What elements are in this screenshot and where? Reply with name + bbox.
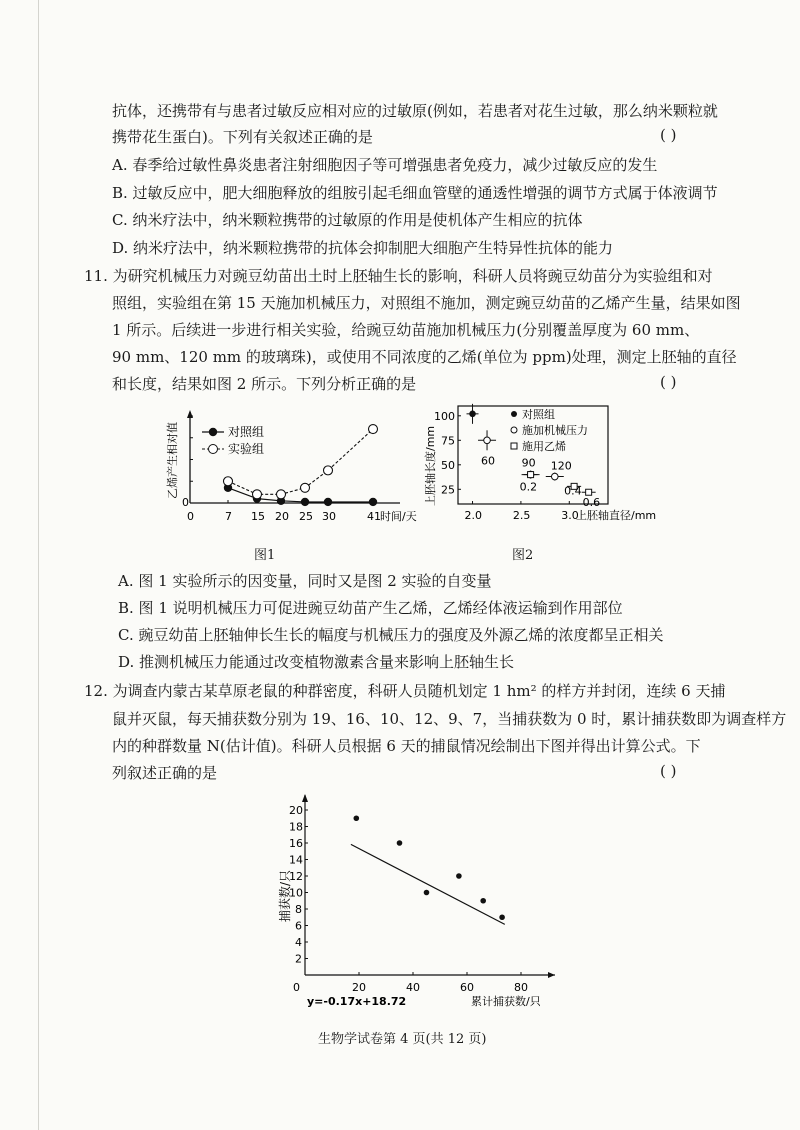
figure-2-epicotyl-chart (418, 400, 678, 530)
experimental-point (324, 466, 333, 475)
x-axis-label: 上胚轴直径/mm (576, 509, 657, 522)
y-axis-label: 上胚轴长度/mm (424, 425, 437, 506)
q10-option-a: A. 春季给过敏性鼻炎患者注射细胞因子等可增强患者免疫力，减少过敏反应的发生 (112, 156, 658, 174)
data-point (499, 914, 505, 920)
q11-option-b: B. 图 1 说明机械压力可促进豌豆幼苗产生乙烯，乙烯经体液运输到作用部位 (118, 599, 623, 617)
experimental-point (277, 490, 286, 499)
y-tick-label: 12 (289, 870, 303, 883)
y-tick-label: 75 (441, 434, 455, 448)
x-tick-label: 25 (299, 510, 313, 523)
figure-2-caption: 图2 (512, 548, 534, 563)
legend-label-control: 对照组 (228, 425, 265, 439)
y-tick-label: 4 (295, 936, 302, 949)
x-axis-arrow (548, 972, 555, 978)
q11-stem-line2: 照组，实验组在第 15 天施加机械压力，对照组不施加，测定豌豆幼苗的乙烯产生量，结果如图 (112, 294, 741, 312)
control-point (469, 411, 476, 418)
x-tick-label: 0 (293, 981, 300, 994)
y-tick-label: 50 (441, 458, 455, 472)
experimental-point (224, 477, 233, 486)
x-axis-label: 累计捕获数/只 (471, 995, 541, 1008)
y-axis-label: 捕获数/只 (278, 869, 292, 922)
ethylene-point (586, 489, 592, 495)
q11-option-c: C. 豌豆幼苗上胚轴伸长生长的幅度与机械压力的强度及外源乙烯的浓度都呈正相关 (118, 626, 664, 644)
y-tick-label: 0 (182, 496, 189, 509)
y-axis-arrow (302, 794, 308, 802)
data-point (397, 840, 403, 846)
y-axis-arrow (187, 410, 193, 418)
y-tick-label: 6 (295, 919, 302, 933)
y-tick-label: 100 (434, 409, 455, 423)
y-axis-label: 乙烯产生相对值 (166, 422, 179, 499)
page-edge (38, 0, 39, 1130)
q12-stem-line2: 鼠并灭鼠，每天捕获数分别为 19、16、10、12、9、7，当捕获数为 0 时，累计捕获数即为调查样方 (112, 710, 787, 728)
data-point (480, 898, 486, 904)
experimental-point (369, 425, 378, 434)
ethylene-label: 0.2 (519, 480, 538, 494)
control-point (301, 498, 309, 506)
figure-3-capture-regression-chart (275, 790, 575, 1010)
pressure-label: 90 (521, 456, 536, 470)
x-tick-label: 41 (367, 510, 381, 523)
data-point (424, 890, 430, 896)
x-tick-label: 40 (406, 981, 420, 994)
figure-1-caption: 图1 (254, 548, 276, 563)
experimental-point (301, 483, 310, 492)
x-tick-label: 80 (514, 981, 528, 994)
page-footer: 生物学试卷第 4 页(共 12 页) (318, 1032, 487, 1047)
experimental-point (253, 490, 262, 499)
x-tick-label: 2.0 (464, 509, 483, 522)
pressure-label: 120 (550, 459, 572, 473)
legend-marker-ethylene (511, 443, 517, 449)
legend-marker-experimental (209, 445, 218, 454)
legend-marker-control (511, 411, 517, 417)
q11-answer-bracket: ( ) (660, 373, 677, 391)
control-point (324, 498, 332, 506)
legend-label-control: 对照组 (522, 408, 555, 421)
q12-stem-line3: 内的种群数量 N(估计值)。科研人员根据 6 天的捕鼠情况绘制出下图并得出计算公式。下 (112, 737, 701, 755)
legend-marker-control (209, 428, 217, 436)
y-tick-label: 8 (295, 903, 302, 916)
data-point (456, 873, 462, 879)
ethylene-point (528, 472, 534, 478)
x-tick-label: 20 (275, 510, 289, 523)
data-point (354, 815, 360, 821)
q10-option-b: B. 过敏反应中，肥大细胞释放的组胺引起毛细血管壁的通透性增强的调节方式属于体液调节 (112, 184, 718, 202)
figure-1-ethylene-chart (150, 408, 440, 530)
x-tick-label: 30 (322, 510, 336, 523)
regression-equation: y=-0.17x+18.72 (307, 995, 407, 1008)
x-tick-label: 20 (352, 981, 366, 994)
legend-marker-pressure (511, 427, 517, 433)
legend-label-ethylene: 施用乙烯 (522, 440, 566, 453)
y-tick-label: 10 (289, 886, 303, 900)
x-axis-label: 时间/天 (380, 510, 417, 523)
x-tick-label: 15 (251, 510, 265, 523)
q10-option-d: D. 纳米疗法中，纳米颗粒携带的抗体会抑制肥大细胞产生特异性抗体的能力 (112, 239, 614, 257)
q11-stem-line3: 1 所示。后续进一步进行相关实验，给豌豆幼苗施加机械压力(分别覆盖厚度为 60 mm、 (112, 321, 700, 339)
pressure-point (551, 473, 558, 480)
y-tick-label: 14 (289, 853, 303, 867)
q11-stem-line1: 11. 为研究机械压力对豌豆幼苗出土时上胚轴生长的影响，科研人员将豌豆幼苗分为实验组和对 (84, 267, 713, 285)
ethylene-label: 0.4 (564, 484, 582, 498)
x-tick-label: 3.0 (561, 509, 579, 522)
y-tick-label: 25 (441, 483, 455, 497)
y-tick-label: 2 (295, 952, 302, 966)
ethylene-label: 0.6 (582, 496, 601, 510)
y-tick-label: 18 (289, 820, 303, 834)
pressure-point (484, 437, 491, 444)
y-tick-label: 16 (289, 837, 303, 850)
x-tick-label: 2.5 (512, 509, 531, 522)
y-tick-label: 20 (289, 804, 303, 817)
q10-answer-bracket: ( ) (660, 126, 677, 144)
q11-option-a: A. 图 1 实验所示的因变量，同时又是图 2 实验的自变量 (118, 572, 492, 590)
q12-stem-line1: 12. 为调查内蒙古某草原老鼠的种群密度，科研人员随机划定 1 hm² 的样方并封闭，连续 6 天捕 (84, 682, 726, 700)
pressure-label: 60 (481, 454, 496, 468)
q10-stem-line2: 携带花生蛋白)。下列有关叙述正确的是 (112, 128, 373, 146)
legend-label-pressure: 施加机械压力 (522, 424, 588, 437)
q10-stem-line1: 抗体，还携带有与患者过敏反应相对应的过敏原(例如，若患者对花生过敏，那么纳米颗粒就 (112, 102, 718, 120)
fit-line (351, 844, 505, 924)
x-tick-label: 0 (187, 510, 194, 523)
x-tick-label: 7 (225, 510, 232, 523)
x-tick-label: 60 (460, 981, 474, 994)
q12-answer-bracket: ( ) (660, 762, 677, 780)
q11-option-d: D. 推测机械压力能通过改变植物激素含量来影响上胚轴生长 (118, 653, 515, 671)
control-point (369, 498, 377, 506)
q12-stem-line4: 列叙述正确的是 (112, 764, 218, 782)
legend-label-experimental: 实验组 (228, 442, 265, 456)
q11-stem-line5: 和长度，结果如图 2 所示。下列分析正确的是 (112, 375, 417, 393)
q10-option-c: C. 纳米疗法中，纳米颗粒携带的过敏原的作用是使机体产生相应的抗体 (112, 211, 583, 229)
q11-stem-line4: 90 mm、120 mm 的玻璃珠)，或使用不同浓度的乙烯(单位为 ppm)处理，测定上胚轴的直径 (112, 348, 737, 366)
